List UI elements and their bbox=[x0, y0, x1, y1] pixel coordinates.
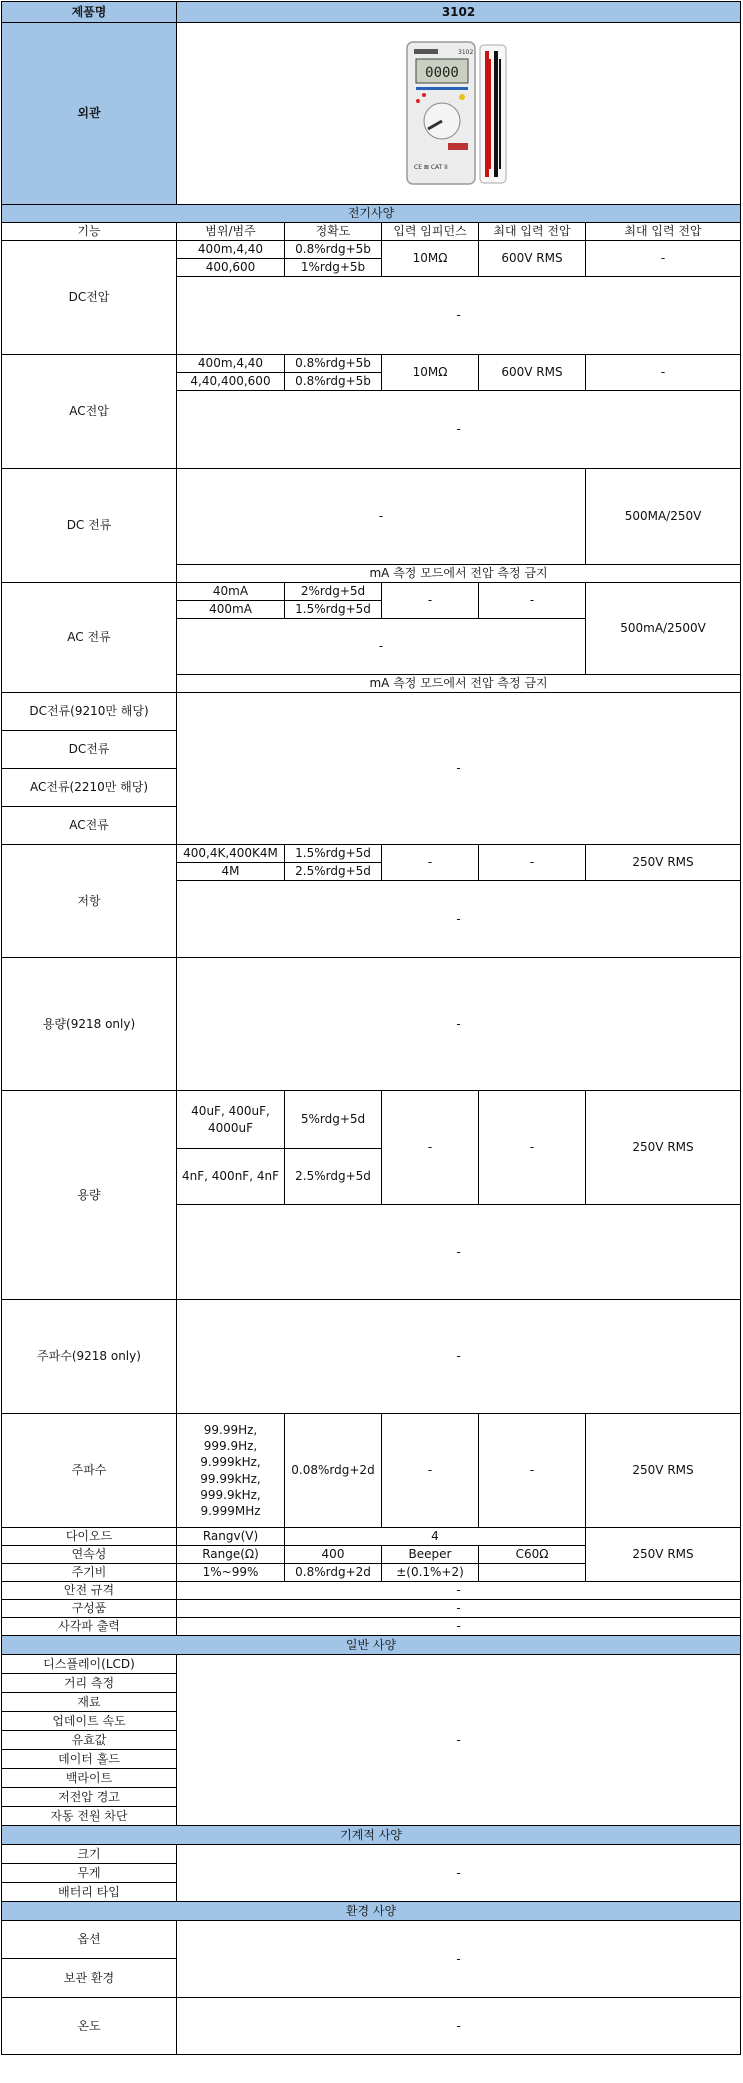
dc-voltage-max-2: - bbox=[586, 241, 741, 277]
ac-current-body: - bbox=[177, 619, 586, 675]
col-function: 기능 bbox=[2, 223, 177, 241]
dc-voltage-extra: - bbox=[177, 277, 741, 355]
environment-option-label: 옵션 bbox=[2, 1921, 177, 1959]
col-impedance: 입력 임피던스 bbox=[382, 223, 479, 241]
resistance-acc-2: 2.5%rdg+5d bbox=[285, 863, 382, 881]
clamp-ac-label: AC전류 bbox=[2, 807, 177, 845]
column-header-row bbox=[2, 223, 741, 241]
section-mechanical-title: 기계적 사양 bbox=[2, 1826, 741, 1845]
col-accuracy: 정확도 bbox=[285, 223, 382, 241]
misc-row bbox=[2, 1618, 741, 1636]
dc-voltage-acc-2: 1%rdg+5b bbox=[285, 259, 382, 277]
section-general bbox=[2, 1636, 741, 1655]
capacitance-9218-row bbox=[2, 958, 741, 1091]
capacitance-label: 용량 bbox=[2, 1091, 177, 1300]
duty-accuracy: 0.8%rdg+2d bbox=[285, 1564, 382, 1582]
capacitance-impedance: - bbox=[382, 1091, 479, 1205]
clamp-row-1 bbox=[2, 693, 741, 731]
ac-current-range-2: 400mA bbox=[177, 601, 285, 619]
duty-empty bbox=[479, 1564, 586, 1582]
resistance-row-1 bbox=[2, 845, 741, 863]
misc-row bbox=[2, 1582, 741, 1600]
diode-range: Rangv(V) bbox=[177, 1528, 285, 1546]
col-range: 범위/범주 bbox=[177, 223, 285, 241]
dc-current-note: mA 측정 모드에서 전압 측정 금지 bbox=[177, 565, 741, 583]
dc-voltage-label: DC전압 bbox=[2, 241, 177, 355]
ac-voltage-acc-1: 0.8%rdg+5b bbox=[285, 355, 382, 373]
capacitance-max-input: - bbox=[479, 1091, 586, 1205]
capacitance-range-2: 4nF, 400nF, 4nF bbox=[177, 1149, 285, 1205]
misc-label: 안전 규격 bbox=[2, 1582, 177, 1600]
ac-current-range-1: 40mA bbox=[177, 583, 285, 601]
ac-current-impedance: - bbox=[382, 583, 479, 619]
ac-voltage-impedance: 10MΩ bbox=[382, 355, 479, 391]
dc-voltage-max-input: 600V RMS bbox=[479, 241, 586, 277]
mechanical-label: 크기 bbox=[2, 1845, 177, 1864]
product-model: 3102 bbox=[177, 2, 741, 23]
general-label: 백라이트 bbox=[2, 1769, 177, 1788]
device-model-text: 3102 bbox=[457, 48, 473, 56]
environment-storage-label: 보관 환경 bbox=[2, 1959, 177, 1998]
capacitance-range-1: 40uF, 400uF, 4000uF bbox=[177, 1091, 285, 1149]
section-electrical-title: 전기사양 bbox=[2, 205, 741, 223]
resistance-impedance: - bbox=[382, 845, 479, 881]
mechanical-label: 배터리 타입 bbox=[2, 1883, 177, 1902]
clamp-dc-9210-label: DC전류(9210만 해당) bbox=[2, 693, 177, 731]
frequency-row bbox=[2, 1414, 741, 1528]
dc-voltage-range-2: 400,600 bbox=[177, 259, 285, 277]
section-environment bbox=[2, 1902, 741, 1921]
environment-temperature-value: - bbox=[177, 1998, 741, 2055]
section-general-title: 일반 사양 bbox=[2, 1636, 741, 1655]
environment-row-option bbox=[2, 1921, 741, 1959]
continuity-beeper: Beeper bbox=[382, 1546, 479, 1564]
diode-value: 4 bbox=[285, 1528, 586, 1546]
capacitance-max-2: 250V RMS bbox=[586, 1091, 741, 1205]
resistance-acc-1: 1.5%rdg+5d bbox=[285, 845, 382, 863]
dc-current-label: DC 전류 bbox=[2, 469, 177, 583]
frequency-9218-value: - bbox=[177, 1300, 741, 1414]
resistance-range-1: 400,4K,400K4M bbox=[177, 845, 285, 863]
misc-value: - bbox=[177, 1618, 741, 1636]
resistance-max-input: - bbox=[479, 845, 586, 881]
duty-label: 주기비 bbox=[2, 1564, 177, 1582]
misc-label: 구성품 bbox=[2, 1600, 177, 1618]
mechanical-value: - bbox=[177, 1845, 741, 1902]
device-lcd-text: 0000 bbox=[424, 64, 459, 81]
mechanical-row bbox=[2, 1845, 741, 1864]
resistance-extra: - bbox=[177, 881, 741, 958]
diode-row bbox=[2, 1528, 741, 1546]
continuity-value: 400 bbox=[285, 1546, 382, 1564]
appearance-row bbox=[2, 23, 741, 205]
general-value: - bbox=[177, 1655, 741, 1826]
general-label: 유효값 bbox=[2, 1731, 177, 1750]
ac-voltage-row-1 bbox=[2, 355, 741, 373]
dc-current-body: - bbox=[177, 469, 586, 565]
clamp-dc-label: DC전류 bbox=[2, 731, 177, 769]
ac-voltage-range-1: 400m,4,40 bbox=[177, 355, 285, 373]
duty-range: 1%~99% bbox=[177, 1564, 285, 1582]
appearance-image-cell bbox=[177, 23, 741, 205]
ac-current-label: AC 전류 bbox=[2, 583, 177, 693]
frequency-9218-label: 주파수(9218 only) bbox=[2, 1300, 177, 1414]
general-label: 디스플레이(LCD) bbox=[2, 1655, 177, 1674]
misc-value: - bbox=[177, 1582, 741, 1600]
continuity-range: Range(Ω) bbox=[177, 1546, 285, 1564]
environment-value: - bbox=[177, 1921, 741, 1998]
ac-current-row-1 bbox=[2, 583, 741, 601]
resistance-max-2: 250V RMS bbox=[586, 845, 741, 881]
continuity-threshold: C60Ω bbox=[479, 1546, 586, 1564]
spec-table bbox=[1, 1, 741, 2055]
environment-temperature-label: 온도 bbox=[2, 1998, 177, 2055]
ac-current-note: mA 측정 모드에서 전압 측정 금지 bbox=[177, 675, 741, 693]
ac-current-max-2: 500mA/2500V bbox=[586, 583, 741, 675]
diode-group-max: 250V RMS bbox=[586, 1528, 741, 1582]
frequency-accuracy: 0.08%rdg+2d bbox=[285, 1414, 382, 1528]
resistance-range-2: 4M bbox=[177, 863, 285, 881]
frequency-max-2: 250V RMS bbox=[586, 1414, 741, 1528]
frequency-9218-row bbox=[2, 1300, 741, 1414]
svg-text:CE ⊠ CAT II: CE ⊠ CAT II bbox=[413, 163, 448, 171]
general-label: 재료 bbox=[2, 1693, 177, 1712]
clamp-value: - bbox=[177, 693, 741, 845]
section-electrical bbox=[2, 205, 741, 223]
appearance-label: 외관 bbox=[2, 23, 177, 205]
clamp-ac-2210-label: AC전류(2210만 해당) bbox=[2, 769, 177, 807]
ac-voltage-range-2: 4,40,400,600 bbox=[177, 373, 285, 391]
frequency-range: 99.99Hz, 999.9Hz, 9.999kHz, 99.99kHz, 999.9kHz, 9.999MHz bbox=[177, 1414, 285, 1528]
ac-current-acc-2: 1.5%rdg+5d bbox=[285, 601, 382, 619]
misc-label: 사각파 출력 bbox=[2, 1618, 177, 1636]
dc-voltage-row-1 bbox=[2, 241, 741, 259]
col-max-input-2: 최대 입력 전압 bbox=[586, 223, 741, 241]
duty-value: ±(0.1%+2) bbox=[382, 1564, 479, 1582]
section-mechanical bbox=[2, 1826, 741, 1845]
capacitance-row-1 bbox=[2, 1091, 741, 1149]
general-label: 데이터 홀드 bbox=[2, 1750, 177, 1769]
dc-current-row-1 bbox=[2, 469, 741, 565]
ac-voltage-max-input: 600V RMS bbox=[479, 355, 586, 391]
dc-voltage-range-1: 400m,4,40 bbox=[177, 241, 285, 259]
multimeter-image bbox=[404, 39, 514, 189]
dc-voltage-acc-1: 0.8%rdg+5b bbox=[285, 241, 382, 259]
ac-current-max-input: - bbox=[479, 583, 586, 619]
product-name-label: 제품명 bbox=[2, 2, 177, 23]
ac-voltage-max-2: - bbox=[586, 355, 741, 391]
ac-voltage-label: AC전압 bbox=[2, 355, 177, 469]
misc-value: - bbox=[177, 1600, 741, 1618]
frequency-label: 주파수 bbox=[2, 1414, 177, 1528]
frequency-max-input: - bbox=[479, 1414, 586, 1528]
capacitance-extra: - bbox=[177, 1205, 741, 1300]
frequency-impedance: - bbox=[382, 1414, 479, 1528]
general-label: 저전압 경고 bbox=[2, 1788, 177, 1807]
capacitance-9218-label: 용량(9218 only) bbox=[2, 958, 177, 1091]
capacitance-9218-value: - bbox=[177, 958, 741, 1091]
mechanical-label: 무게 bbox=[2, 1864, 177, 1883]
ac-voltage-extra: - bbox=[177, 391, 741, 469]
col-max-input: 최대 입력 전압 bbox=[479, 223, 586, 241]
product-name-row bbox=[2, 2, 741, 23]
general-row bbox=[2, 1655, 741, 1674]
diode-label: 다이오드 bbox=[2, 1528, 177, 1546]
misc-row bbox=[2, 1600, 741, 1618]
dc-voltage-impedance: 10MΩ bbox=[382, 241, 479, 277]
ac-current-acc-1: 2%rdg+5d bbox=[285, 583, 382, 601]
section-environment-title: 환경 사양 bbox=[2, 1902, 741, 1921]
continuity-label: 연속성 bbox=[2, 1546, 177, 1564]
capacitance-acc-2: 2.5%rdg+5d bbox=[285, 1149, 382, 1205]
general-label: 자동 전원 차단 bbox=[2, 1807, 177, 1826]
capacitance-acc-1: 5%rdg+5d bbox=[285, 1091, 382, 1149]
ac-voltage-acc-2: 0.8%rdg+5b bbox=[285, 373, 382, 391]
environment-row-temperature bbox=[2, 1998, 741, 2055]
general-label: 업데이트 속도 bbox=[2, 1712, 177, 1731]
general-label: 거리 측정 bbox=[2, 1674, 177, 1693]
dc-current-max-2: 500MA/250V bbox=[586, 469, 741, 565]
resistance-label: 저항 bbox=[2, 845, 177, 958]
